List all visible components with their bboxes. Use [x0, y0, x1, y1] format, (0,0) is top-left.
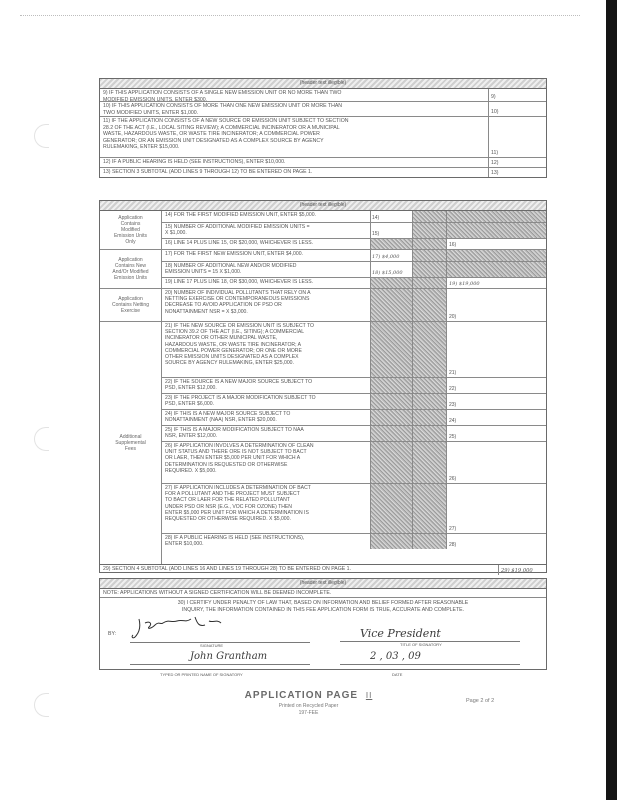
section-4-header: (header text illegible) — [100, 201, 546, 211]
line-16-amount: 16) — [446, 239, 546, 249]
title-caption: TITLE OF SIGNATORY — [400, 642, 442, 647]
line-12-text: 12) IF A PUBLIC HEARING IS HELD (SEE INSTRUCTIONS), ENTER $10,000. — [103, 159, 286, 165]
line-27-amount: 27) — [446, 484, 546, 533]
shaded-cell — [446, 211, 546, 222]
line-29-text: 29) SECTION 4 SUBTOTAL (ADD LINES 16 AND LINES 19 THROUGH 28) TO BE ENTERED ON PAGE 1. — [103, 566, 352, 572]
certification-section — [99, 578, 547, 670]
line-11-row — [100, 117, 546, 158]
section-4-table — [99, 200, 547, 573]
shaded-cell — [412, 262, 446, 277]
shaded-cell — [370, 426, 412, 441]
line-9-text: 9) IF THIS APPLICATION CONSISTS OF A SINGLE NEW EMISSION UNIT OR NO MORE THAN TWO MODIFIED EMISSION UNITS, ENTER $300. — [103, 90, 342, 101]
line-18-amount: 18) $15,000 — [370, 262, 412, 277]
line-28-row — [162, 534, 546, 549]
footer-page-number: II — [365, 691, 373, 700]
line-9-row — [100, 89, 546, 102]
category-modified-units: Application Contains Modified Emission Units Only — [100, 211, 161, 250]
line-12-row — [100, 158, 546, 168]
line-11-text: 11) IF THE APPLICATION CONSISTS OF A NEW SOURCE OR EMISSION UNIT SUBJECT TO SECTION 28.2 OF THE ACT (I.E., LOCAL SITING REVIEW); A COMMERCIAL INCINERATOR OR A MUNICIPAL WASTE, HAZARDOUS WASTE, OR WASTE TIRE INCINERATOR; A COMMERCIAL POWER GENERATOR; OR AN EMISSION UNIT DESIGNATED AS A COMPLEX SOURCE BY AGENCY RULEMAKING, ENTER $15,000. — [103, 118, 349, 150]
line-19-row — [162, 278, 546, 289]
shaded-cell — [370, 289, 412, 321]
line-29-row — [100, 564, 546, 575]
shaded-cell — [370, 378, 412, 393]
line-14-row — [162, 211, 546, 223]
line-23-text: 23) IF THE PROJECT IS A MAJOR MODIFICATION SUBJECT TO PSD, ENTER $6,000. — [165, 395, 316, 408]
date-line — [340, 664, 520, 665]
form-code: 197-FEE — [298, 710, 319, 716]
line-25-amount: 25) — [446, 426, 546, 441]
line-9-amount: 9) — [488, 89, 546, 101]
line-14-amount: 14) — [370, 211, 412, 222]
line-11-amount: 11) — [488, 117, 546, 157]
shaded-cell — [412, 289, 446, 321]
line-22-text: 22) IF THE SOURCE IS A NEW MAJOR SOURCE SUBJECT TO PSD, ENTER $12,000. — [165, 379, 313, 392]
punch-hole — [34, 124, 49, 148]
shaded-cell — [446, 223, 546, 238]
shaded-cell — [412, 378, 446, 393]
shaded-cell — [412, 426, 446, 441]
line-16-row — [162, 239, 546, 250]
printed-on-text: Printed on Recycled Paper — [278, 703, 339, 709]
section-4-lines — [162, 211, 546, 564]
line-13-row — [100, 168, 546, 177]
scan-edge — [606, 0, 617, 800]
line-28-amount: 28) — [446, 534, 546, 549]
line-24-amount: 24) — [446, 410, 546, 425]
line-16-text: 16) LINE 14 PLUS LINE 15, OR $20,000, WHICHEVER IS LESS. — [165, 240, 314, 246]
shaded-cell — [412, 211, 446, 222]
signature-caption: SIGNATURE — [200, 643, 224, 648]
line-17-amount: 17) $4,000 — [370, 250, 412, 261]
line-10-text: 10) IF THIS APPLICATION CONSISTS OF MORE THAN ONE NEW EMISSION UNIT OR MORE THAN TWO MODIFIED UNITS, ENTER $1,000. — [103, 103, 343, 116]
line-21-amount: 21) — [446, 322, 546, 377]
shaded-cell — [412, 442, 446, 483]
footer-title — [0, 690, 617, 701]
line-20-row — [162, 289, 546, 322]
line-18-row — [162, 262, 546, 278]
category-netting: Application Contains Netting Exercise — [100, 289, 161, 322]
name-caption: TYPED OR PRINTED NAME OF SIGNATORY — [160, 672, 243, 677]
line-18-text: 18) NUMBER OF ADDITIONAL NEW AND/OR MODIFIED EMISSION UNITS = 15 X $1,000. — [165, 263, 297, 276]
punch-hole — [34, 427, 49, 451]
certification-header: (header text illegible) — [100, 579, 546, 589]
shaded-cell — [412, 484, 446, 533]
line-25-text: 25) IF THIS IS A MAJOR MODIFICATION SUBJECT TO NAA NSR, ENTER $12,000. — [165, 427, 304, 440]
date-caption: DATE — [392, 672, 403, 677]
line-23-row — [162, 394, 546, 410]
date-handwritten: 2 , 03 , 09 — [370, 651, 421, 662]
line-19-text: 19) LINE 17 PLUS LINE 18, OR $30,000, WHICHEVER IS LESS. — [165, 279, 314, 285]
shaded-cell — [446, 250, 546, 261]
shaded-cell — [412, 223, 446, 238]
shaded-cell — [412, 410, 446, 425]
line-27-text: 27) IF APPLICATION INCLUDES A DETERMINATION OF BACT FOR A POLLUTANT AND THE PROJECT MUST SUBJECT TO BACT OR LAER FOR THE RELATED POLLUTANT UNDER PSD OR NSR (E.G., VOC FOR OZONE) THEN ENTER $5,000 PER UNIT FOR WHICH A DETERMINATION IS REQUESTED OR OTHERWISE REQUIRED. X $5,000. — [165, 485, 311, 523]
line-15-amount: 15) — [370, 223, 412, 238]
line-25-row — [162, 426, 546, 442]
shaded-cell — [370, 534, 412, 549]
line-21-row — [162, 322, 546, 378]
line-24-row — [162, 410, 546, 426]
category-new-units: Application Contains New And/Or Modified Emission Units — [100, 250, 161, 289]
line-23-amount: 23) — [446, 394, 546, 409]
line-17-row — [162, 250, 546, 262]
shaded-cell — [446, 262, 546, 277]
line-21-text: 21) IF THE NEW SOURCE OR EMISSION UNIT IS SUBJECT TO SECTION 39.2 OF THE ACT (I.E., SITING); A COMMERCIAL INCINERATOR OR OTHER MUNICIPAL WASTE, HAZARDOUS WASTE, OR WASTE TIRE INCINERATOR; A COMMERCIAL POWER GENERATOR; OR ONE OR MORE OTHER EMISSION UNITS DESIGNATED AS A COMPLEX SOURCE BY AGENCY RULEMAKING, ENTER $25,000. — [165, 323, 314, 367]
line-22-amount: 22) — [446, 378, 546, 393]
name-line — [130, 664, 310, 665]
line-15-row — [162, 223, 546, 239]
shaded-cell — [370, 278, 412, 288]
line-14-text: 14) FOR THE FIRST MODIFIED EMISSION UNIT, ENTER $5,000. — [165, 212, 316, 218]
footer-title-text: APPLICATION PAGE — [244, 690, 359, 701]
line-10-amount: 10) — [488, 102, 546, 116]
shaded-cell — [412, 239, 446, 249]
section-3-header: (header text illegible) — [100, 79, 546, 89]
line-26-text: 26) IF APPLICATION INVOLVES A DETERMINATION OF CLEAN UNIT STATUS AND THERE ORE IS NOT SUBJECT TO BACT OR LAER, THEN ENTER $5,000 PER UNIT FOR WHICH A DETERMINATION IS REQUESTED OR OTHERWISE REQUIRED. X $5,000. — [165, 443, 314, 474]
line-13-text: 13) SECTION 3 SUBTOTAL (ADD LINES 9 THROUGH 12) TO BE ENTERED ON PAGE 1. — [103, 169, 313, 175]
line-12-amount: 12) — [488, 158, 546, 167]
line-26-row — [162, 442, 546, 484]
line-19-amount: 19) $19,000 — [446, 278, 546, 288]
by-label: BY: — [108, 631, 117, 637]
category-column — [100, 211, 162, 564]
shaded-cell — [370, 484, 412, 533]
section-4-grid — [100, 211, 546, 564]
line-17-text: 17) FOR THE FIRST NEW EMISSION UNIT, ENTER $4,000. — [165, 251, 303, 257]
section-3-table — [99, 78, 547, 178]
shaded-cell — [412, 250, 446, 261]
line-10-row — [100, 102, 546, 117]
title-handwritten: Vice President — [360, 627, 441, 640]
certification-note: NOTE: APPLICATIONS WITHOUT A SIGNED CERTIFICATION WILL BE DEEMED INCOMPLETE. — [100, 589, 546, 598]
line-27-row — [162, 484, 546, 534]
shaded-cell — [370, 410, 412, 425]
line-22-row — [162, 378, 546, 394]
shaded-cell — [412, 394, 446, 409]
certification-statement: 30) I CERTIFY UNDER PENALTY OF LAW THAT, BASED ON INFORMATION AND BELIEF FORMED AFTER REASONABLE INQUIRY, THE INFORMATION CONTAINED IN THIS FEE APPLICATION FORM IS TRUE, ACCURATE AND COMPLETE. — [177, 600, 469, 613]
line-29-amount: 29) $19,000 — [498, 565, 546, 575]
shaded-cell — [370, 442, 412, 483]
line-26-amount: 26) — [446, 442, 546, 483]
line-13-amount: 13) — [488, 168, 546, 177]
category-supplemental: Additional Supplemental Fees — [115, 434, 146, 452]
line-15-text: 15) NUMBER OF ADDITIONAL MODIFIED EMISSION UNITS = X $1,000. — [165, 224, 310, 237]
shaded-cell — [412, 322, 446, 377]
line-28-text: 28) IF A PUBLIC HEARING IS HELD (SEE INSTRUCTIONS), ENTER $10,000. — [165, 535, 305, 548]
line-24-text: 24) IF THIS IS A NEW MAJOR SOURCE SUBJECT TO NONATTAINMENT (NAA) NSR, ENTER $20,000. — [165, 411, 291, 424]
scan-artifact-line — [20, 15, 580, 17]
line-20-text: 20) NUMBER OF INDIVIDUAL POLLUTANTS THAT RELY ON A NETTING EXERCISE OR CONTEMPORANEOUS EMISSIONS DECREASE TO AVOID APPLICATION OF PSD OR NONATTAINMENT NSR = X $3,000. — [165, 290, 311, 315]
line-20-amount: 20) — [446, 289, 546, 321]
name-handwritten: John Grantham — [190, 651, 268, 662]
signature-image — [125, 613, 245, 641]
shaded-cell — [412, 534, 446, 549]
shaded-cell — [412, 278, 446, 288]
shaded-cell — [370, 239, 412, 249]
shaded-cell — [370, 322, 412, 377]
shaded-cell — [370, 394, 412, 409]
page-of-text: Page 2 of 2 — [466, 698, 495, 704]
